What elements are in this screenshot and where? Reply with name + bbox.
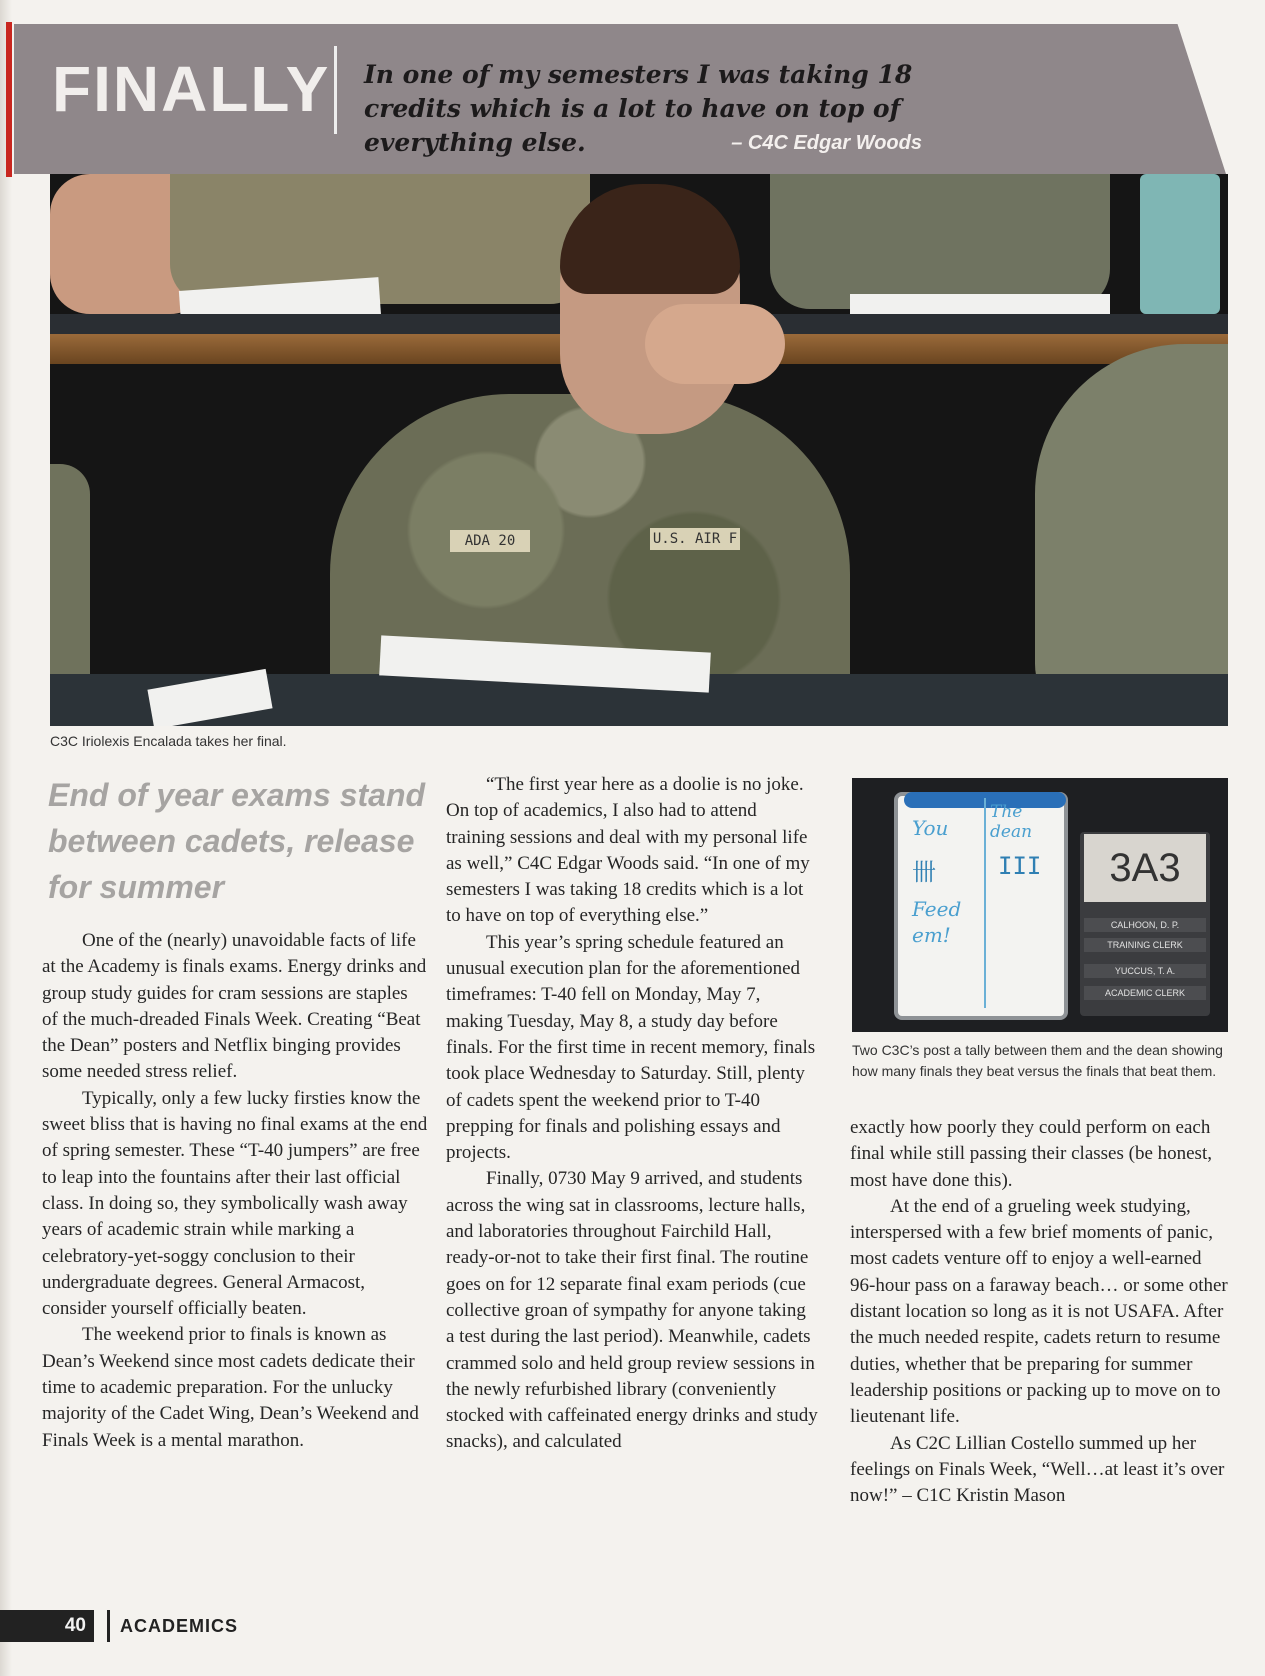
room-plate: TRAINING CLERK	[1084, 938, 1206, 952]
whiteboard-right-tally: III	[998, 852, 1042, 880]
name-tape: ADA 20	[450, 530, 530, 552]
photo-torso	[770, 174, 1110, 309]
whiteboard-left-tally: 卌	[912, 858, 936, 886]
article-column-1	[42, 928, 428, 1454]
whiteboard-right-header: The dean	[990, 802, 1033, 842]
banner-title: FINALLY	[52, 53, 331, 125]
paragraph: One of the (nearly) unavoidable facts of life at the Academy is finals exams. Energy drinks and group study guides for cram sessions are staples of the much-dreaded Finals Week. Creating “Beat the Dean” posters and Netflix binging provides some needed stress relief.	[42, 930, 427, 1083]
paragraph: “The first year here as a doolie is no joke. On top of academics, I also had to attend training sessions and deal with my personal life as well,” C4C Edgar Woods said. “In one of my semesters I was taking 18 credits which is a lot to have on top of everything else.”	[446, 774, 810, 927]
section-name: ACADEMICS	[120, 1616, 239, 1636]
whiteboard-photo	[852, 778, 1228, 1032]
branch-tape: U.S. AIR F	[650, 528, 740, 550]
whiteboard-divider	[984, 798, 986, 1008]
pull-quote-attribution: – C4C Edgar Woods	[731, 132, 922, 154]
paragraph: This year’s spring schedule featured an unusual execution plan for the aforementioned timeframes: T-40 fell on Monday, May 7, making Tuesday, May 8, a study day before finals. For the first time in recent memory, finals took place Wednesday to Saturday. Still, plenty of cadets spent the weekend prior to T-40 prepping for finals and polishing essays and projects.	[446, 931, 816, 1164]
main-photo	[50, 174, 1228, 726]
photo-cadet-hand	[645, 304, 785, 384]
headline: End of year exams stand between cadets, release for summer	[48, 777, 426, 905]
photo-bottle	[1140, 174, 1220, 314]
paragraph: At the end of a grueling week studying, interspersed with a few brief moments of panic, most cadets venture off to enjoy a well-earned 96-hour pass on a faraway beach… or some other distant location so long as it is not USAFA. After the much needed respite, cadets return to resume duties, whether that be preparing for summer leadership positions or packing up to move on to lieutenant life.	[850, 1195, 1228, 1428]
article-column-3	[850, 1115, 1228, 1509]
room-plate: ACADEMIC CLERK	[1084, 986, 1206, 1000]
banner-divider	[334, 46, 337, 134]
photo-torso	[170, 174, 590, 304]
paragraph: As C2C Lillian Costello summed up her feelings on Finals Week, “Well…at least it’s over now!” – C1C Kristin Mason	[850, 1432, 1225, 1507]
paragraph: The weekend prior to finals is known as Dean’s Weekend since most cadets dedicate their time to academic preparation. For the unlucky majority of the Cadet Wing, Dean’s Weekend and Finals Week is a mental marathon.	[42, 1324, 419, 1451]
whiteboard-caption: Two C3C’s post a tally between them and the dean showing how many finals they beat versus the finals that beat them.	[852, 1042, 1223, 1079]
photo-paper	[850, 294, 1110, 316]
pull-quote: In one of my semesters I was taking 18 credits which is a lot to have on top of everything else.	[364, 60, 913, 157]
whiteboard-note: Feed em!	[912, 897, 962, 947]
room-plate: YUCCUS, T. A.	[1084, 964, 1206, 978]
room-plate: CALHOON, D. P.	[1084, 918, 1206, 932]
photo-arm	[1035, 344, 1228, 724]
room-number: 3A3	[1084, 834, 1206, 902]
photo-caption: C3C Iriolexis Encalada takes her final.	[50, 733, 287, 749]
paragraph: exactly how poorly they could perform on each final while still passing their classes (be honest, most have done this).	[850, 1117, 1212, 1191]
section-tab	[6, 22, 12, 177]
footer-divider	[107, 1610, 110, 1642]
page-number: 40	[0, 1610, 94, 1642]
paragraph: Finally, 0730 May 9 arrived, and students across the wing sat in classrooms, lecture halls, and laboratories throughout Fairchild Hall, ready-or-not to take their first final. The routine goes on for 12 separate final exam periods (cue collective groan of sympathy for anyone taking a test during the last period). Meanwhile, cadets crammed solo and held group review sessions in the newly refurbished library (conveniently stocked with caffeinated energy drinks and study snacks), and calculated	[446, 1168, 818, 1453]
paragraph: Typically, only a few lucky firsties know the sweet bliss that is having no final exams at the end of spring semester. These “T-40 jumpers” are free to leap into the fountains after their last official class. In doing so, they symbolically wash away years of academic strain while marking a celebratory-yet-soggy conclusion to their undergraduate degrees. General Armacost, consider yourself officially beaten.	[42, 1087, 428, 1320]
whiteboard-left-header: You	[912, 816, 949, 840]
page-edge	[0, 0, 12, 1676]
article-column-2	[446, 772, 818, 1456]
